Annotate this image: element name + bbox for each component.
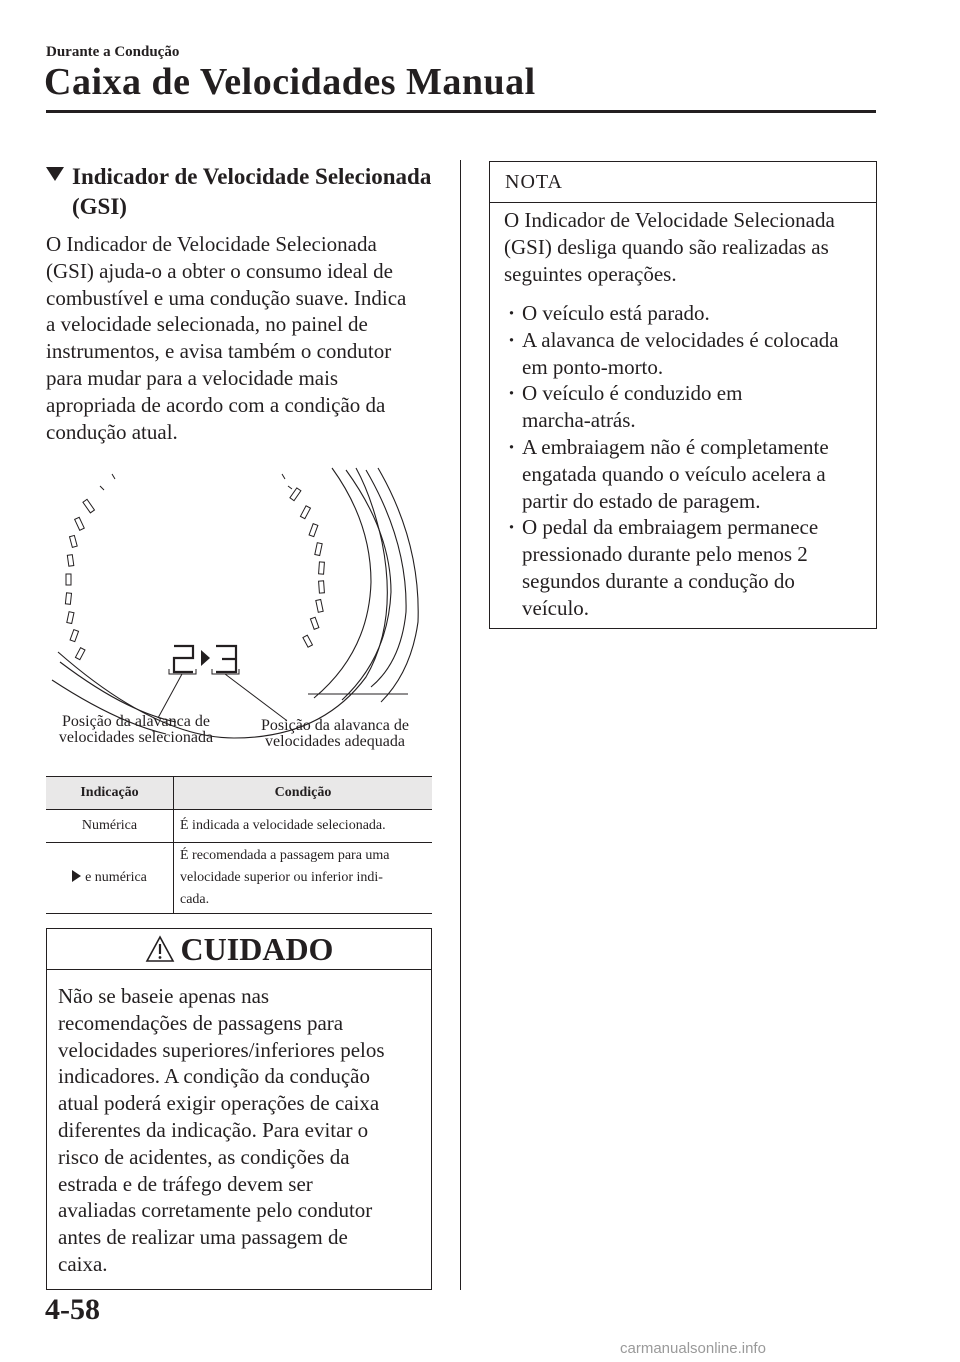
condition-cell (174, 843, 433, 914)
caution-box (46, 928, 432, 1290)
table-row (46, 810, 432, 843)
note-box (489, 161, 877, 629)
body-line: para mudar para a velocidade mais (46, 365, 339, 390)
page-title: Caixa de Velocidades Manual (44, 61, 536, 103)
gear-display (169, 646, 239, 674)
note-item-line: marcha-atrás. (522, 408, 636, 433)
gauge-outer-arc (58, 468, 387, 738)
note-item-line: segundos durante a condução do (522, 568, 795, 593)
body-line: (GSI) ajuda-o a obter o consumo ideal de (46, 258, 393, 283)
caution-header (47, 929, 431, 970)
caution-line: antes de realizar uma passagem de (58, 1225, 348, 1250)
note-item-line: pressionado durante pelo menos 2 (522, 542, 808, 567)
note-header (490, 162, 876, 203)
note-item-line: · O pedal da embraiagem permanece (522, 515, 819, 540)
column-header-indication: Indicação (46, 777, 174, 810)
caution-line: Não se baseie apenas nas (58, 984, 270, 1008)
note-item-line: em ponto-morto. (522, 354, 664, 379)
body-line: a velocidade selecionada, no painel de (46, 312, 368, 337)
indication-cell: Numérica (46, 810, 174, 843)
gauge-bezel-arc-3 (366, 470, 406, 687)
indication-text: e numérica (85, 870, 147, 885)
left-scale-ticks (65, 474, 115, 660)
note-item-line: veículo. (522, 595, 590, 620)
title-rule (46, 110, 876, 113)
body-line: apropriada de acordo com a condição da (46, 392, 386, 417)
column-header-condition: Condição (174, 777, 433, 810)
body-line: combustível e uma condução suave. Indica (46, 285, 407, 310)
section-triangle-icon (46, 167, 64, 181)
condition-line: cada. (180, 892, 210, 907)
caution-title: CUIDADO (180, 931, 334, 967)
note-list-item (504, 300, 870, 327)
breadcrumb: Durante a Condução (46, 44, 180, 60)
note-list-item (504, 434, 870, 514)
note-list (504, 300, 870, 622)
caution-line: caixa. (58, 1251, 108, 1276)
caption-selected-position (46, 714, 226, 746)
caution-line: estrada e de tráfego devem ser (58, 1171, 313, 1196)
caution-line: velocidades superiores/inferiores pelos (58, 1037, 385, 1062)
body-line: instrumentos, e avisa também o condutor (46, 339, 392, 364)
arrow-indicator-icon (72, 870, 81, 882)
note-item-line: · O veículo está parado. (522, 301, 710, 325)
column-divider (460, 160, 461, 1290)
condition-cell: É indicada a velocidade selecionada. (174, 810, 433, 843)
caution-line: recomendações de passagens para (58, 1010, 344, 1035)
table-row (46, 843, 432, 914)
section-body (46, 231, 446, 445)
recommended-gear-digit (216, 646, 236, 673)
caption-line: velocidades selecionada (58, 729, 214, 746)
note-item-line: engatada quando o veículo acelera a (522, 461, 826, 486)
note-list-item (504, 327, 870, 381)
body-line: O Indicador de Velocidade Selecionada (46, 232, 377, 256)
note-item-line: · A alavanca de velocidades é colocada (522, 327, 839, 352)
note-list-item (504, 380, 870, 434)
caution-line: indicadores. A condição da condução (58, 1064, 370, 1089)
section-heading (46, 162, 446, 222)
body-line: condução atual. (46, 419, 178, 444)
gauge-bezel-arc-1 (314, 468, 371, 698)
note-item-line: · A embraiagem não é completamente (522, 434, 829, 459)
indication-table (46, 776, 432, 914)
caption-line: Posição da alavanca de (261, 717, 409, 734)
caption-line: velocidades adequada (265, 733, 405, 750)
section-heading-line1: Indicador de Velocidade Selecionada (72, 164, 432, 189)
note-title: NOTA (505, 171, 563, 193)
condition-line: velocidade superior ou inferior indi- (180, 870, 383, 885)
table-header-row (46, 777, 432, 810)
watermark: carmanualsonline.info (620, 1340, 766, 1357)
note-intro-line: O Indicador de Velocidade Selecionada (504, 208, 835, 232)
current-gear-digit (174, 646, 193, 673)
note-intro (504, 207, 870, 287)
caption-line: Posição da alavanca de (62, 713, 210, 730)
warning-triangle-icon (145, 935, 175, 963)
page-number: 4-58 (45, 1293, 100, 1326)
caption-suitable-position (240, 718, 430, 750)
note-intro-line: (GSI) desliga quando são realizadas as (504, 234, 829, 259)
note-list-item (504, 514, 870, 621)
section-heading-line2: (GSI) (72, 194, 127, 219)
gauge-bezel-arc-4 (378, 468, 418, 702)
indication-cell (46, 843, 174, 914)
caution-line: risco de acidentes, as condições da (58, 1144, 350, 1169)
caution-line: avaliadas corretamente pelo condutor (58, 1198, 373, 1223)
caution-body (58, 983, 423, 1278)
caution-line: diferentes da indicação. Para evitar o (58, 1117, 369, 1142)
right-scale-ticks (282, 474, 324, 647)
upshift-arrow-icon (201, 650, 210, 666)
note-intro-line: seguintes operações. (504, 261, 677, 286)
note-item-line: · O veículo é conduzido em (522, 381, 743, 406)
caution-line: atual poderá exigir operações de caixa (58, 1091, 380, 1116)
condition-line: É recomendada a passagem para uma (180, 848, 390, 863)
note-item-line: partir do estado de paragem. (522, 488, 761, 513)
